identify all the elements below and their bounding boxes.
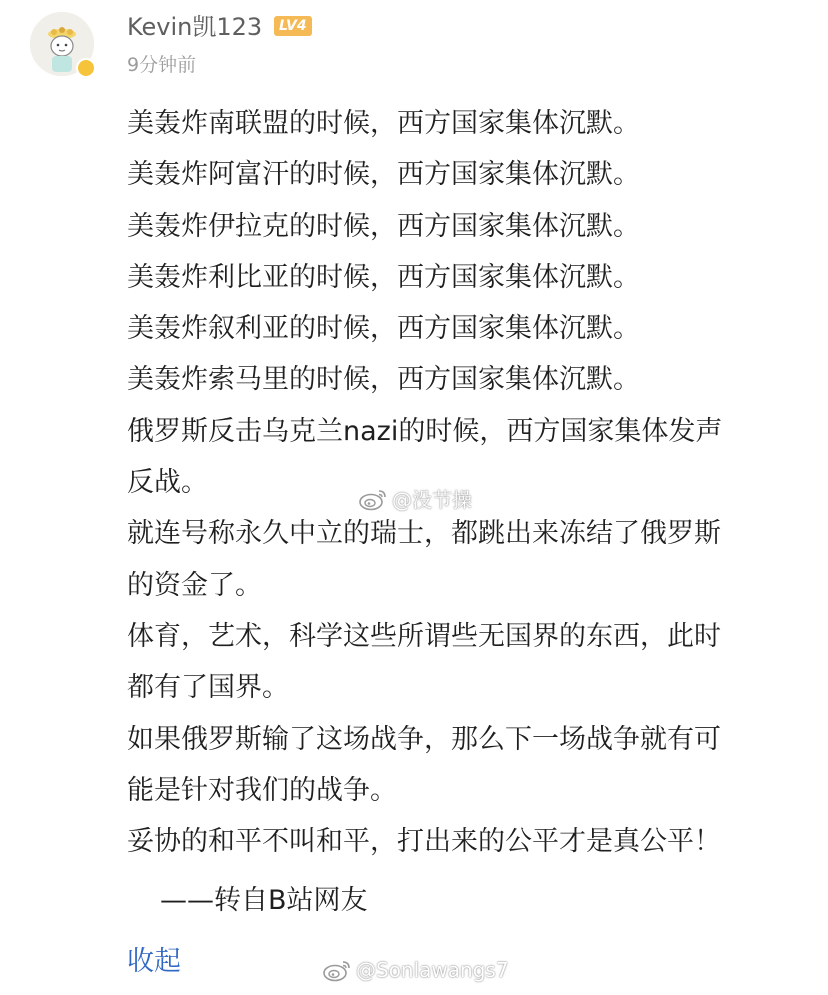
content-line: 的资金了。 [127, 569, 262, 601]
watermark [322, 958, 509, 982]
content-line: 都有了国界。 [127, 672, 289, 704]
content-line: 美轰炸索马里的时候，西方国家集体沉默。 [127, 364, 640, 396]
watermark-text: @Sonlawangs7 [356, 958, 509, 982]
collapse-link[interactable]: 收起 [127, 946, 181, 977]
watermark-text: @没节操 [392, 488, 472, 512]
content-line: 体育，艺术，科学这些所谓些无国界的东西，此时 [127, 620, 721, 652]
post-time: 9分钟前 [127, 54, 197, 76]
content-line: 美轰炸利比亚的时候，西方国家集体沉默。 [127, 261, 640, 293]
content-line: 美轰炸伊拉克的时候，西方国家集体沉默。 [127, 210, 640, 242]
content-line: 就连号称永久中立的瑞士，都跳出来冻结了俄罗斯 [127, 518, 721, 550]
content-line: 如果俄罗斯输了这场战争，那么下一场战争就有可 [127, 723, 721, 755]
post-signature: ——转自B站网友 [160, 885, 368, 916]
content-line: 妥协的和平不叫和平，打出来的公平才是真公平！ [127, 826, 721, 858]
weibo-logo-icon [322, 958, 352, 982]
level-dot-icon [76, 58, 96, 78]
weibo-logo-icon [358, 487, 388, 511]
content-line: 美轰炸南联盟的时候，西方国家集体沉默。 [127, 108, 640, 139]
content-line: 反战。 [127, 467, 208, 499]
content-line: 美轰炸阿富汗的时候，西方国家集体沉默。 [127, 159, 640, 191]
content-line: 能是针对我们的战争。 [127, 774, 397, 806]
content-line: 美轰炸叙利亚的时候，西方国家集体沉默。 [127, 313, 640, 345]
watermark [358, 484, 472, 513]
level-badge: LV4 [274, 16, 312, 36]
username[interactable]: Kevin凯123 [127, 13, 263, 41]
post-content [127, 98, 789, 867]
content-line: 俄罗斯反击乌克兰nazi的时候，西方国家集体发声 [127, 415, 723, 447]
